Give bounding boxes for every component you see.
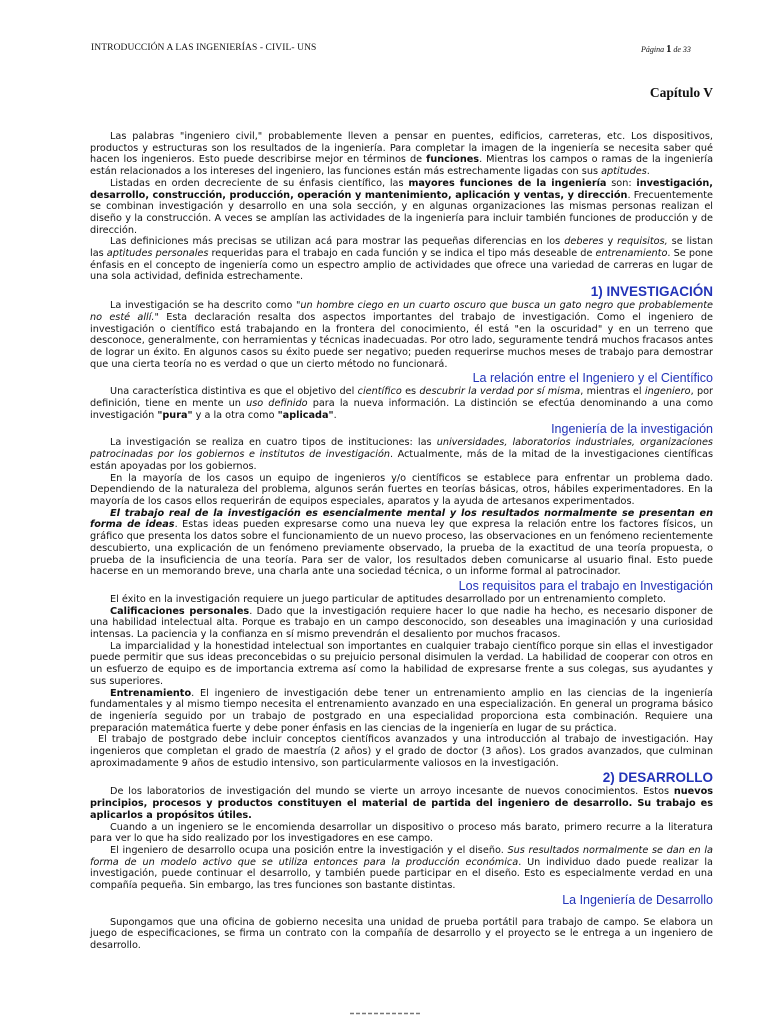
paragraph: El éxito en la investigación requiere un juego particular de aptitudes desarrollado por un entrenamiento completo.	[110, 593, 666, 605]
paragraph: La imparcialidad y la honestidad intelectual son importantes en cualquier trabajo científico porque sin ellas el investigador puede permitir que sus ideas preconcebidas o su prejuicio personal disimulen la verdad. La habilidad de cooperar con otros en un esfuerzo de equipo es de importancia extrema así como la habilidad de expresarse frente a sus colegas, sus ayudantes y sus superiores.	[90, 640, 713, 687]
paragraph: Las palabras "ingeniero civil," probablemente lleven a pensar en puentes, edificios, carreteras, etc. Los dispositivos, productos y estructuras son los resultados de la ingeniería. Para completar la imagen de la ingeniería se necesita saber qué hacen los ingenieros. Esto puede describirse mejor en términos de funciones. Mientras los campos o ramas de la ingeniería están relacionados a los intereses del ingeniero, las funciones están más estrechamente ligadas con sus aptitudes.	[90, 131, 714, 178]
paragraph: Entrenamiento. El ingeniero de investigación debe tener un entrenamiento amplio en las ciencias de la ingeniería fundamentales y al mismo tiempo necesita el entrenamiento avanzado en una especialización. En general un programa básico de ingeniería seguido por un trabajo de postgrado en una especialidad proporciona esta combinación. Requiere una preparación matemática fuerte y debe poner énfasis en las ciencias de la ingeniería en lugar de su práctica.	[90, 687, 713, 734]
running-header: INTRODUCCIÓN A LAS INGENIERÍAS - CIVIL- UNS	[91, 43, 317, 53]
section-heading-desarrollo: 2) DESARROLLO	[602, 770, 713, 786]
body-text	[90, 131, 713, 952]
paragraph: Cuando a un ingeniero se le encomienda desarrollar un dispositivo o proceso más barato, primero recurre a la literatura para ver lo que ha sido realizado por los investigadores en ese campo.	[90, 821, 713, 845]
section-heading-ingenieria-investigacion: Ingeniería de la investigación	[551, 422, 713, 437]
paragraph: Una característica distintiva es que el objetivo del científico es descubrir la verdad por sí misma, mientras el ingeniero, por definición, tiene en mente un uso definido para la nueva información. La distinción se efectúa denominando a una como investigación "pura" y a la otra como "aplicada".	[90, 386, 714, 421]
page-of: de 33	[673, 45, 691, 54]
paragraph: Supongamos que una oficina de gobierno necesita una unidad de prueba portátil para trabajo de campo. Se elabora un juego de especificaciones, se firma un contrato con la compañía de desarrollo y el proyecto se le entrega a un ingeniero de desarrollo.	[90, 916, 713, 952]
paragraph: En la mayoría de los casos un equipo de ingenieros y/o científicos se establece para enfrentar un problema dado. Dependiendo de la naturaleza del problema, algunos serán fuertes en teorías básicas, otros, hábiles experimentadores. En la mayoría de los casos ellos requerirán de equipos especiales, aparatos y la ayuda de artesanos experimentados.	[90, 472, 713, 507]
section-heading-requisitos: Los requisitos para el trabajo en Investigación	[458, 578, 713, 593]
paragraph: El trabajo de postgrado debe incluir conceptos científicos avanzados y una introducción al trabajo de investigación. Hay ingenieros que completan el grado de maestría (2 años) y el grado de doctor (3 años). Los grados avanzados, que culminan aproximadamente 9 años de estudio intensivo, son particularmente valiosos en la investigación.	[90, 734, 713, 769]
paragraph: La investigación se realiza en cuatro tipos de instituciones: las universidades, laboratorios industriales, organizaciones patrocinadas por los gobiernos e institutos de investigación. Actualmente, más de la mitad de la investigaciones científicas están apoyadas por los gobiernos.	[90, 437, 714, 472]
paragraph: De los laboratorios de investigación del mundo se vierte un arroyo incesante de nuevos conocimientos. Estos nuevos principios, procesos y productos constituyen el material de partida del ingeniero de desarrollo. Su trabajo es aplicarlos a propósitos útiles.	[90, 786, 713, 821]
section-heading-ingenieria-desarrollo: La Ingeniería de Desarrollo	[562, 892, 713, 907]
paragraph: La investigación se ha descrito como "un hombre ciego en un cuarto oscuro que busca un gato negro que probablemente no esté allí." Esta declaración resalta dos aspectos importantes del trabajo de investigación. Como el ingeniero de investigación o científico está trabajando en la frontera del conocimiento, él está "en la oscuridad" y en un terreno que desconoce, generalmente, con herramientas y técnicas inadecuadas. Por otro lado, seguramente tendrá muchos fracasos antes de lograr un éxito. En algunos casos su éxito puede ser negativo; pueden requerirse muchos meses de trabajo para demostrar que una cierta teoría no es verdad o que un cierto método no funcionará.	[90, 300, 713, 370]
page-word: Página	[641, 45, 665, 54]
section-heading-relacion: La relación entre el Ingeniero y el Científico	[472, 371, 713, 386]
chapter-title: Capítulo V	[649, 85, 713, 100]
paragraph: Las definiciones más precisas se utilizan acá para mostrar las pequeñas diferencias en los deberes y requisitos, se listan las aptitudes personales requeridas para el trabajo en cada función y se indica el tipo más deseable de entrenamiento. Se pone énfasis en el concepto de ingeniería como un espectro amplio de actividades que ofrece una variedad de carreras en lugar de una sola actividad, definida estrechamente.	[90, 236, 713, 283]
page-num: 1	[666, 44, 672, 55]
paragraph: El trabajo real de la investigación es esencialmente mental y los resultados normalmente se presentan en forma de ideas. Estas ideas pueden expresarse como una nueva ley que expresa la relación entre los factores físicos, un gráfico que presenta los datos sobre el funcionamiento de un nuevo proceso, las observaciones en un fenómeno recientemente descubierto, una explicación de un fenómeno previamente observado, la prueba de la exactitud de una teoría propuesta, o prueba de la insuficiencia de una teoría. Para ser de valor, los resultados deben comunicarse al usuario final. Esto puede hacerse en un memorando breve, una charla ante una sociedad técnica, o un informe formal al patrocinador.	[90, 507, 713, 578]
section-heading-investigacion: 1) INVESTIGACIÓN	[590, 284, 713, 300]
page-number	[641, 44, 691, 55]
footer-mark	[340, 1012, 430, 1015]
paragraph: Listadas en orden decreciente de su énfasis científico, las mayores funciones de la ingeniería son: investigación, desarrollo, construcción, producción, operación y mantenimiento, aplicación y ventas, y dirección. Frecuentemente se combinan investigación y desarrollo en una sola sección, y en algunas organizaciones las mismas personas realizan el diseño y la construcción. A veces se amplían las actividades de la ingeniería para incluir también funciones de producción y de dirección.	[90, 177, 713, 236]
paragraph: Calificaciones personales. Dado que la investigación requiere hacer lo que nadie ha hecho, es necesario disponer de una habilidad intelectual alta. Porque es trabajo en un campo desconocido, son deseables una imaginación y una curiosidad intensas. La paciencia y la confianza en sí mismo prevendrán el desaliento por muchos fracasos.	[90, 605, 713, 641]
paragraph: El ingeniero de desarrollo ocupa una posición entre la investigación y el diseño. Sus resultados normalmente se dan en la forma de un modelo activo que se utiliza entonces para la producción económica. Un individuo dado puede realizar la investigación, puede continuar el desarrollo, y también puede participar en el diseño. Esto es especialmente verdad en una compañía pequeña. Sin embargo, las tres funciones son bastante distintas.	[90, 844, 713, 892]
